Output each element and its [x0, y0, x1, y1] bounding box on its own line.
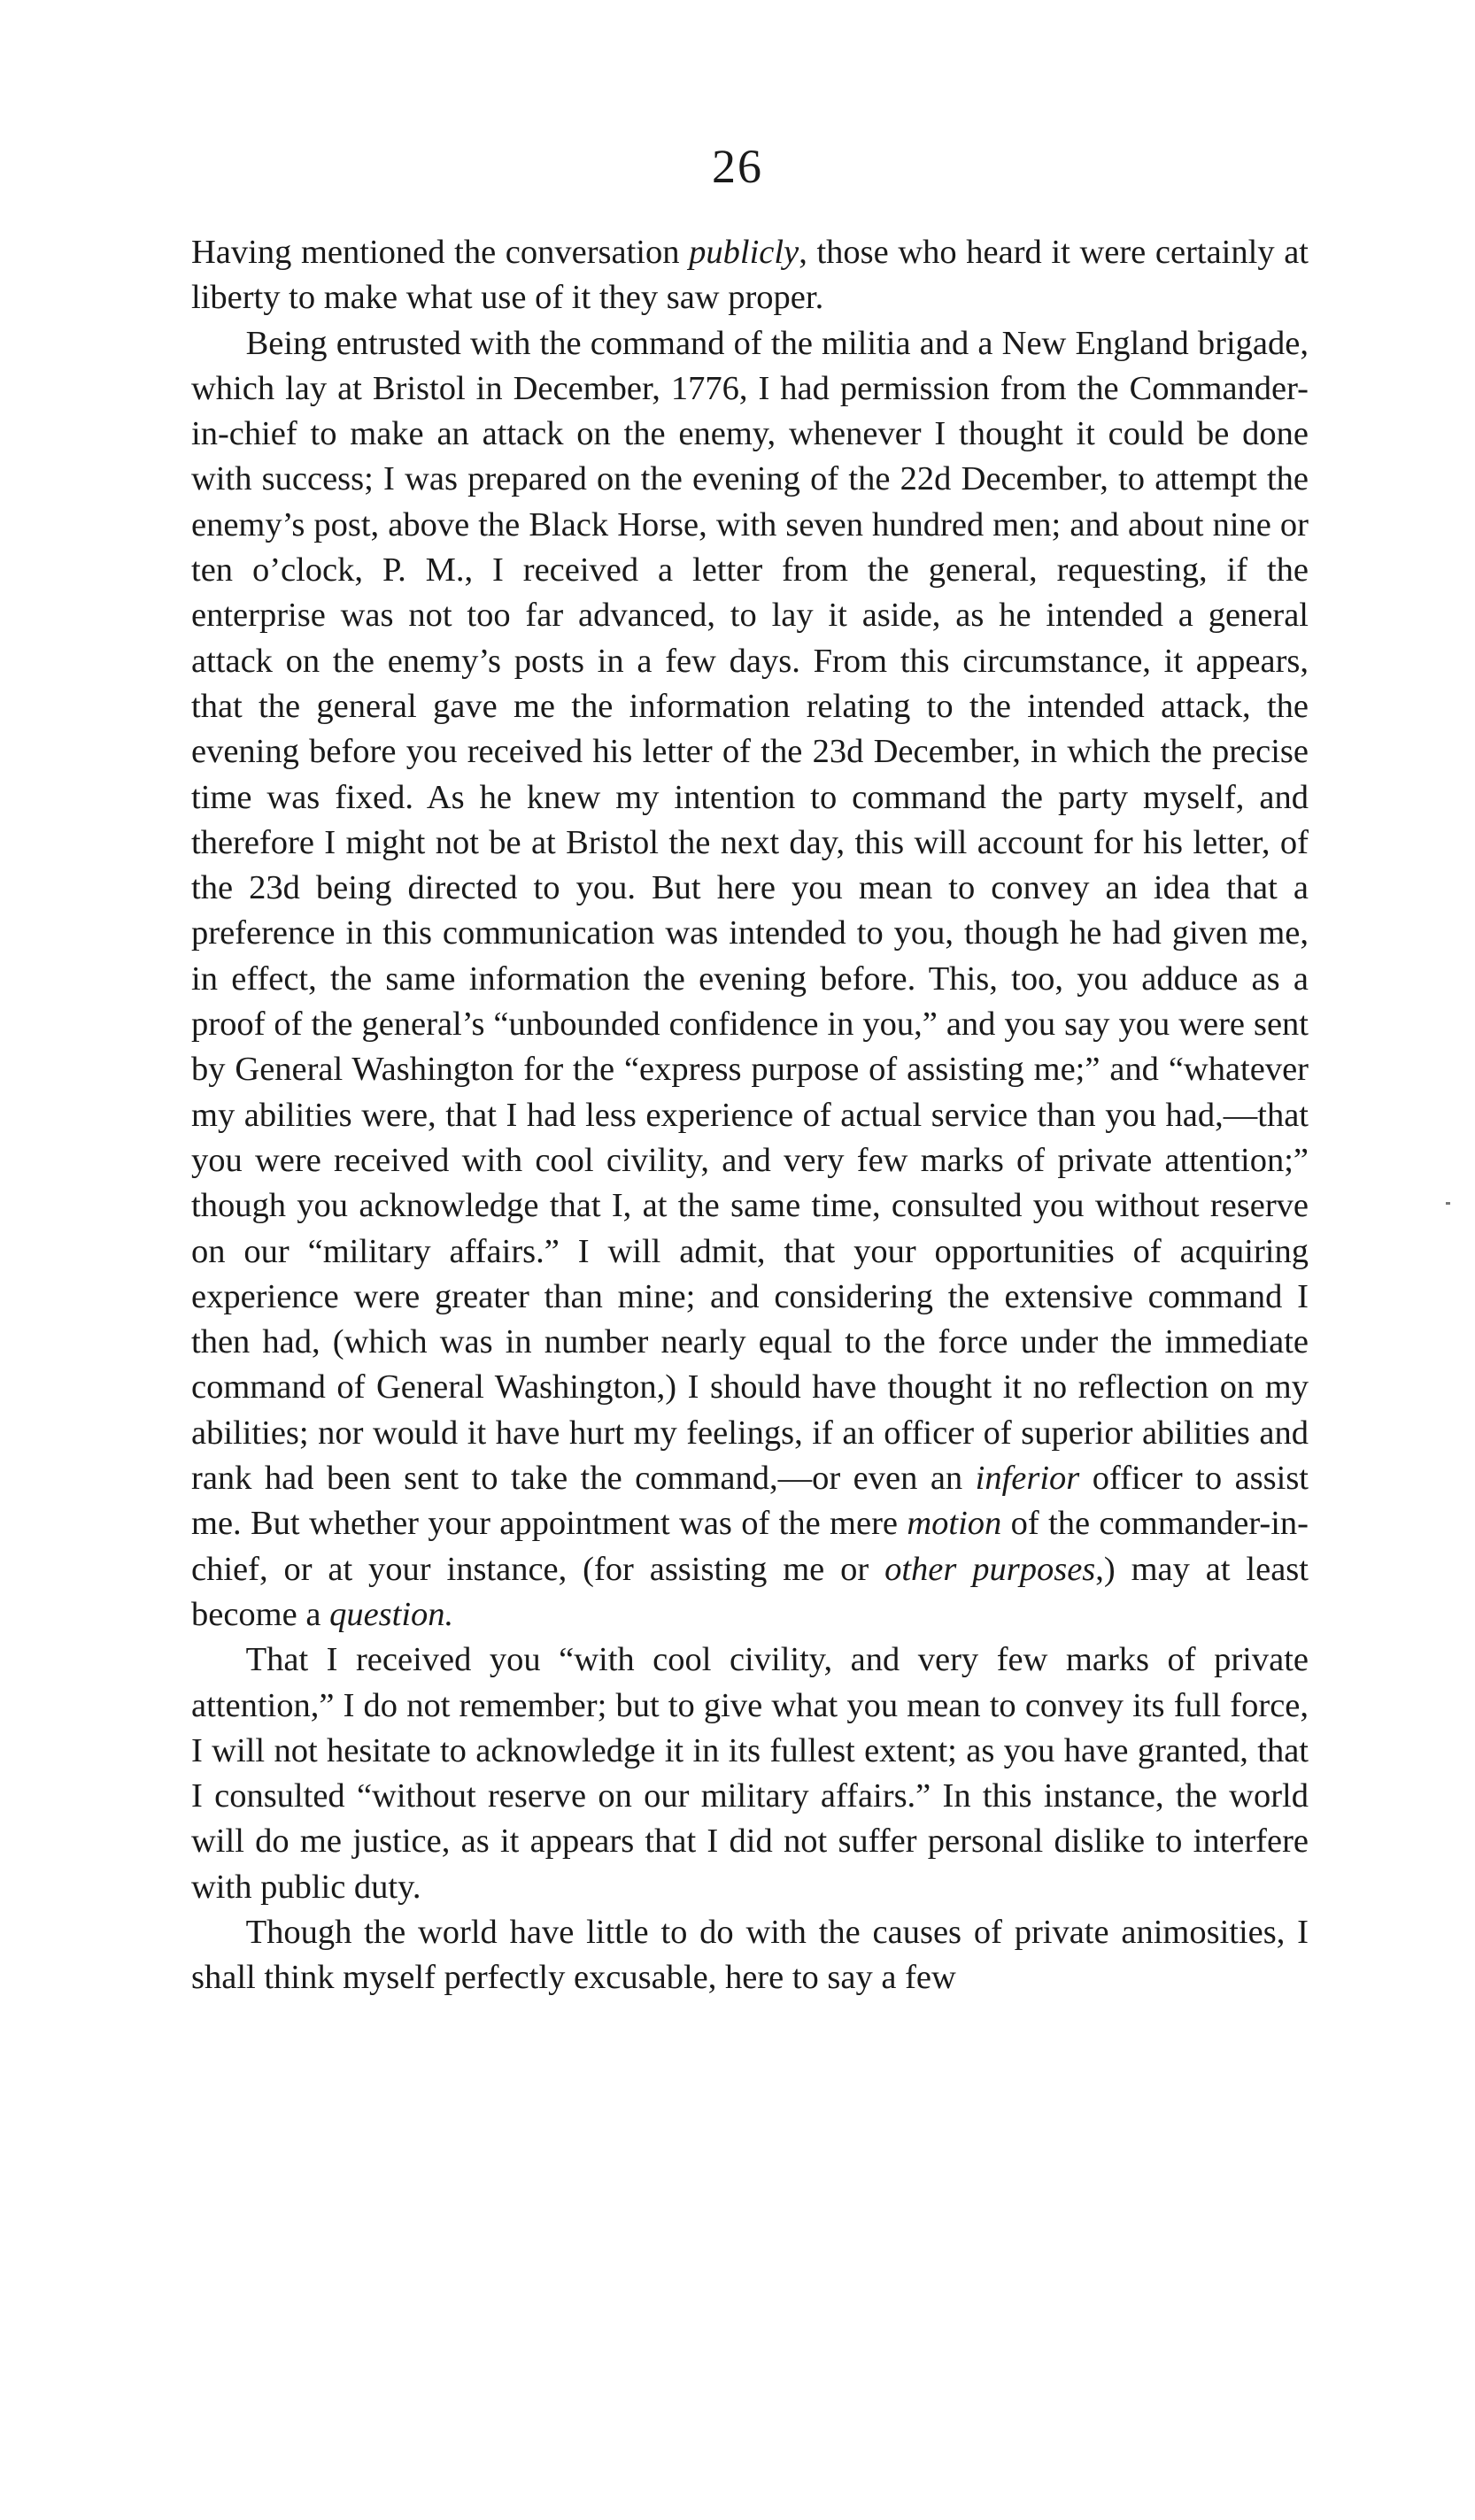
italic-text-run: other purposes [884, 1550, 1096, 1588]
italic-text-run: publicly [689, 234, 799, 271]
text-run: ,) may at least become a [191, 1550, 1309, 1633]
text-run: Being entrusted with the command of the militia and a New England brigade, which lay at Bristol in December, 1776, I had permission from the Commander-in-chief to make an attack on the enemy, whenever I thought it could be done with success; I was prepared on the evening of the 22d December, to attempt the enemy’s post, above the Black Horse, with seven hundred men; and about nine or ten o’clock, P. M., I received a letter from the general, requesting, if the enterprise was not too far advanced, to lay it aside, as he intended a general attack on the enemy’s posts in a few days. From this circumstance, it appears, that the general gave me the information relating to the intended attack, the evening before you received his letter of the 23d December, in which the precise time was fixed. As he knew my intention to command the party myself, and therefore I might not be at Bristol the next day, this will account for his letter, of the 23d being directed to you. But here you mean to convey an idea that a preference in this communication was intended to you, though he had given me, in effect, the same information the evening before. This, too, you adduce as a proof of the general’s “unbounded confidence in you,” and you say you were sent by General Washington for the “express purpose of assisting me;” and “whatever my abilities were, that I had less experience of actual service than you had,—that you were received with cool civility, and very few marks of private attention;” though you acknowledge that I, at the same time, consulted you without reserve on our “military affairs.” I will admit, that your opportunities of acquiring experience were greater than mine; and considering the extensive command I then had, (which was in number nearly equal to the force under the immediate command of General Washington,) I should have thought it no reflection on my abilities; nor would it have hurt my feelings, if an officer of superior abilities and rank had been sent to take the command,—or even an [191, 324, 1309, 1498]
paragraph [191, 1910, 1309, 2001]
text-run: That I received you “with cool civility, and very few marks of private attention,” I do not remember; but to give what you mean to convey its full force, I will not hesitate to acknowledge it in its fullest extent; as you have granted, that I consulted “without reserve on our military affairs.” In this instance, the world will do me justice, as it appears that I did not suffer personal dislike to interfere with public duty. [191, 1641, 1309, 1906]
scan-speck [1446, 1202, 1450, 1205]
italic-text-run: motion [907, 1505, 1002, 1543]
italic-text-run: question. [329, 1595, 454, 1633]
paragraph [191, 1638, 1309, 1910]
page-number: 26 [712, 140, 763, 193]
paragraph [191, 321, 1309, 1638]
paragraph [191, 230, 1309, 321]
text-run: Though the world have little to do with the causes of private animosities, I shall think myself perfectly excusable, here to say a few [191, 1913, 1309, 1997]
italic-text-run: inferior [975, 1460, 1080, 1498]
text-run: officer to assist me. But whether your appointment was of the mere [191, 1460, 1309, 1543]
text-run: of the commander-in-chief, or at your instance, (for assisting me or [191, 1505, 1309, 1588]
text-run: , those who heard it were certainly at liberty to make what use of it they saw proper. [191, 234, 1309, 317]
text-run: Having mentioned the conversation [191, 234, 690, 271]
body-text [191, 230, 1309, 2001]
